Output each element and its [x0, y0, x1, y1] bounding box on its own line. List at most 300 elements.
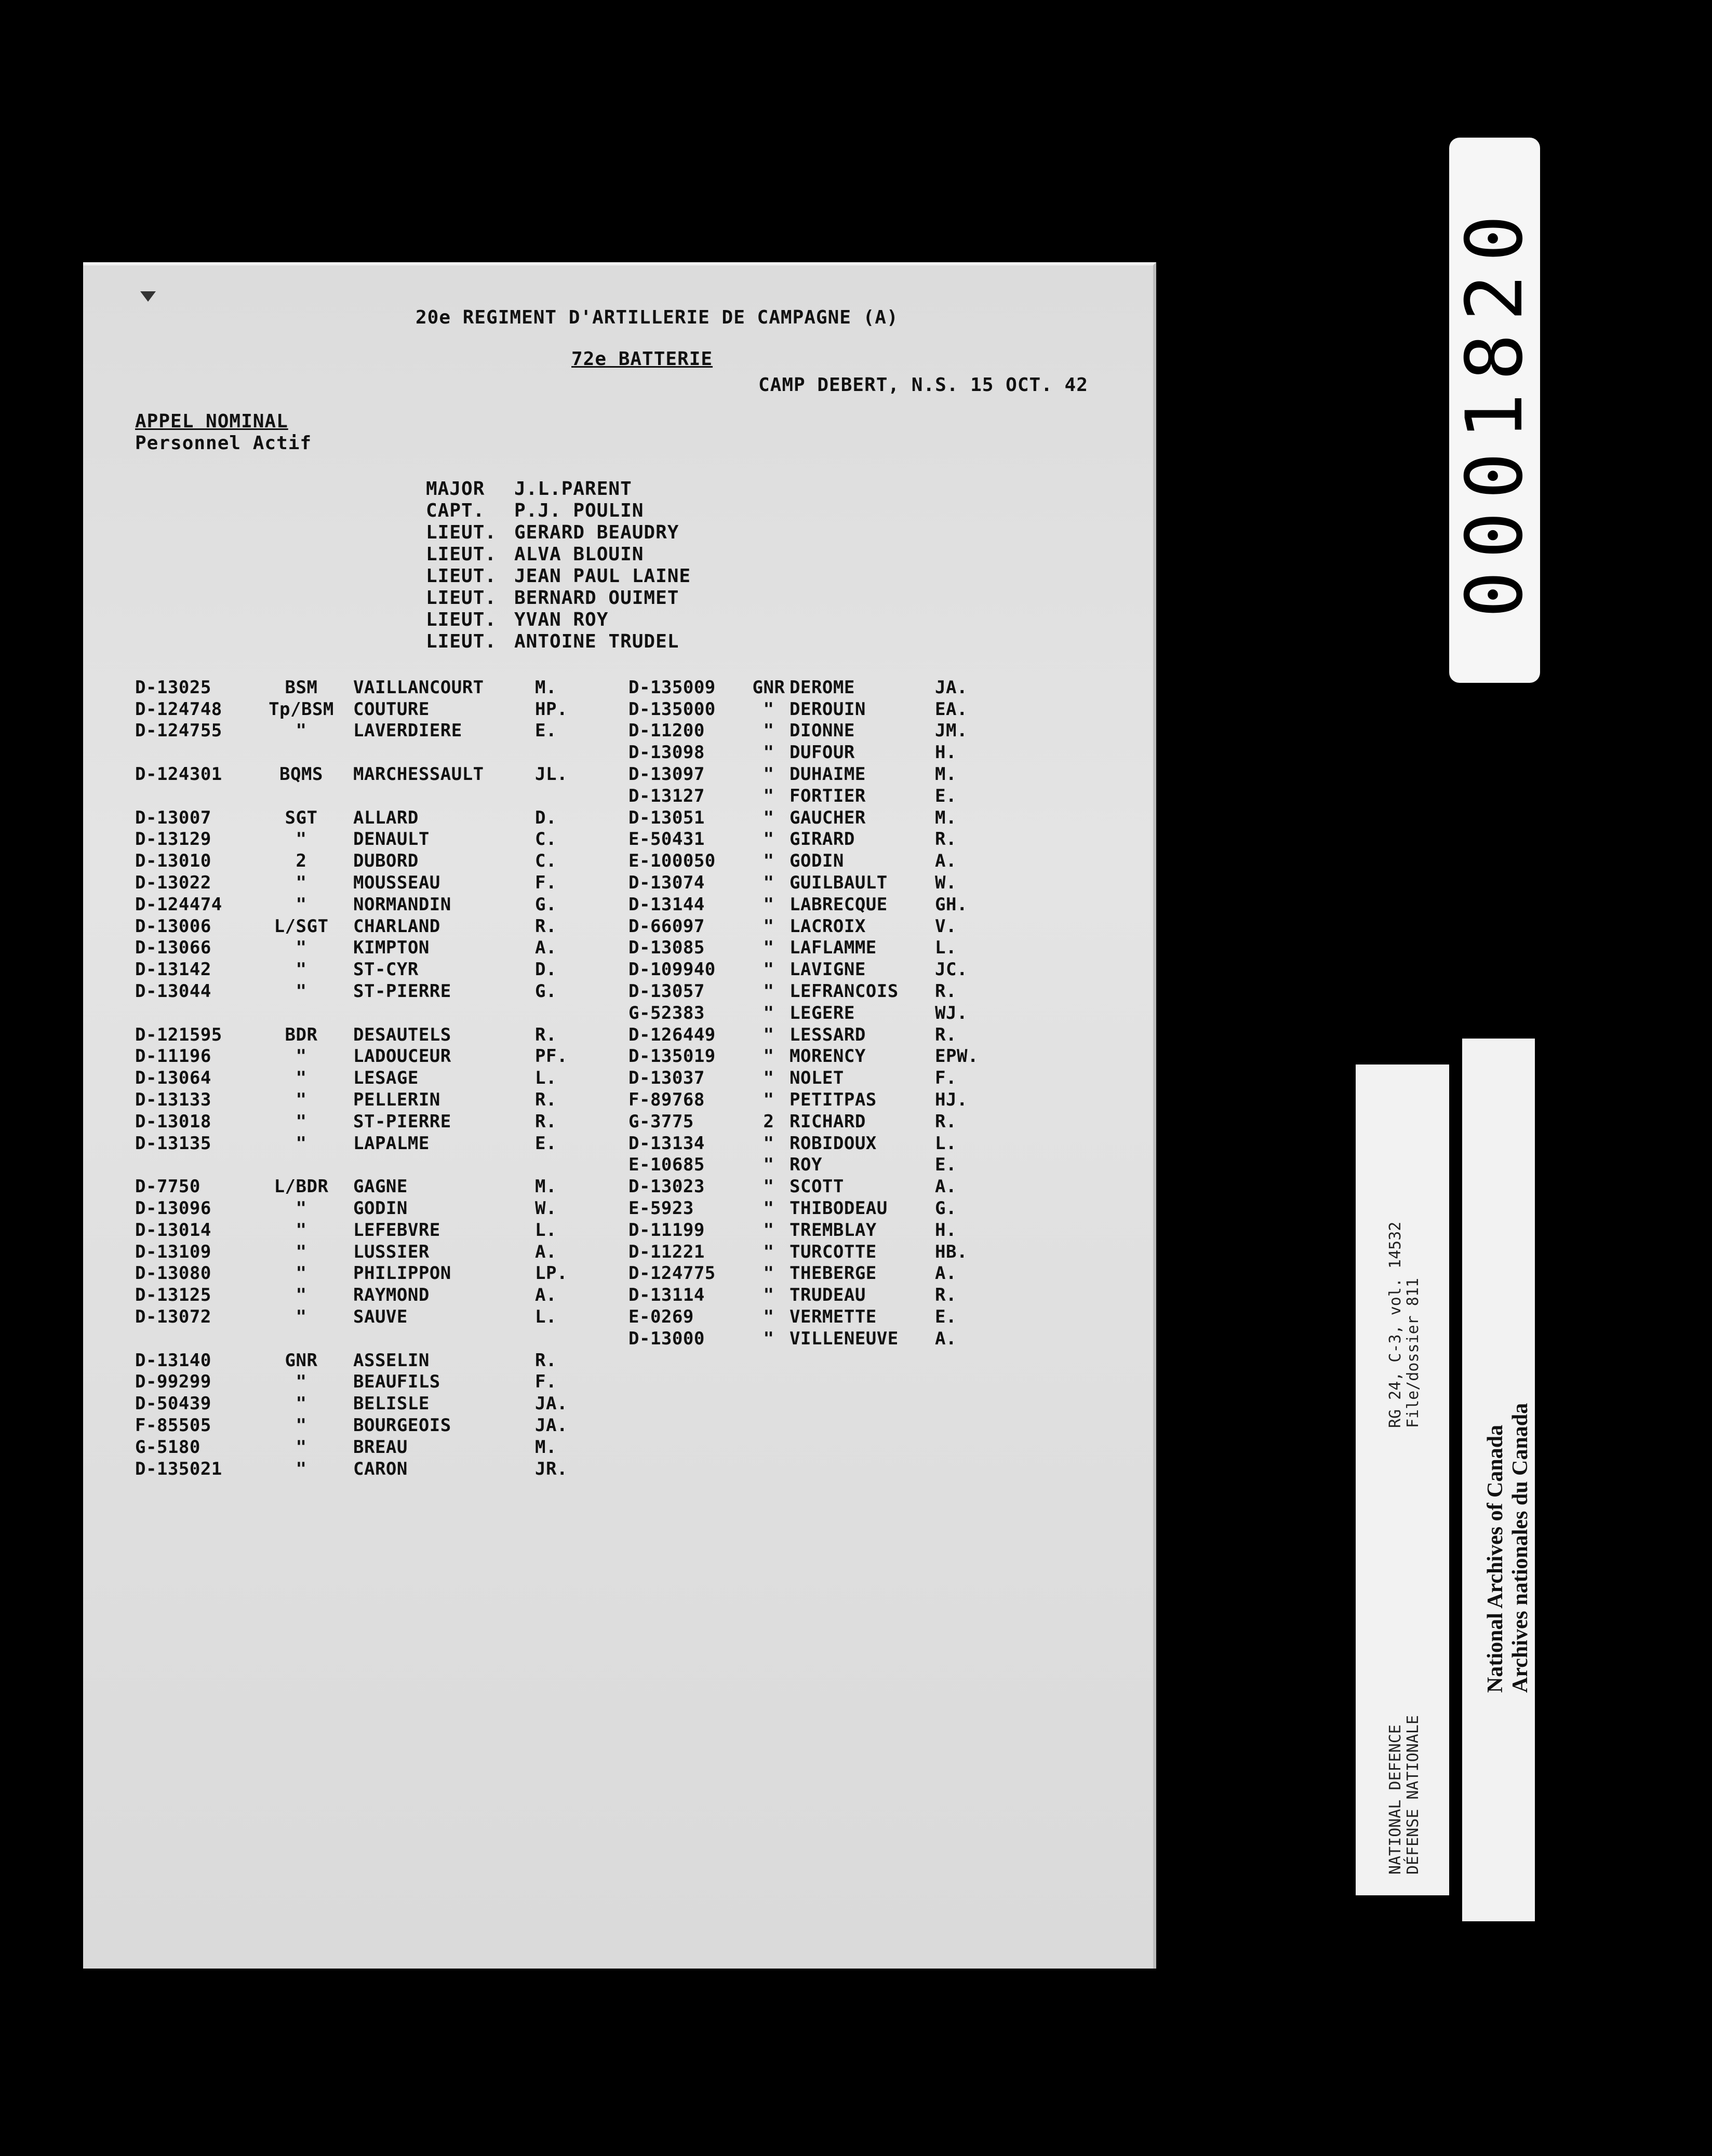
- service-number: D-121595: [135, 1024, 222, 1045]
- service-number: D-13022: [135, 872, 211, 894]
- service-number: E-10685: [628, 1154, 705, 1176]
- surname: SCOTT: [790, 1176, 844, 1197]
- roster-row: [628, 1133, 982, 1154]
- service-number: D-13074: [628, 872, 705, 894]
- roster-row: [628, 698, 982, 720]
- officer-name: ANTOINE TRUDEL: [514, 631, 679, 652]
- surname: THIBODEAU: [790, 1198, 888, 1219]
- roster-spacer: [135, 1002, 582, 1024]
- rank: ": [296, 829, 307, 850]
- surname: BELISLE: [353, 1393, 430, 1414]
- initials: HJ.: [935, 1089, 968, 1111]
- rank: ": [296, 872, 307, 894]
- service-number: D-13044: [135, 981, 211, 1002]
- rank: ": [763, 807, 774, 828]
- surname: KIMPTON: [353, 937, 430, 959]
- roster-row: [135, 1133, 582, 1154]
- national-defence-text: [1387, 1715, 1422, 1875]
- surname: NORMANDIN: [353, 894, 451, 915]
- surname: MORENCY: [790, 1046, 866, 1067]
- surname: FORTIER: [790, 785, 866, 806]
- rank: ": [296, 1393, 307, 1414]
- rank: ": [763, 959, 774, 980]
- service-number: D-135021: [135, 1458, 222, 1479]
- service-number: D-13142: [135, 959, 211, 980]
- surname: THEBERGE: [790, 1263, 877, 1284]
- initials: A.: [935, 851, 957, 872]
- roster-row: [135, 937, 582, 959]
- surname: NOLET: [790, 1068, 844, 1089]
- service-number: D-13125: [135, 1285, 211, 1306]
- roster-row: [628, 1219, 982, 1241]
- rank: BQMS: [279, 764, 323, 785]
- surname: BOURGEOIS: [353, 1414, 451, 1436]
- surname: LEFRANCOIS: [790, 981, 899, 1002]
- service-number: D-99299: [135, 1371, 211, 1393]
- service-number: D-13023: [628, 1176, 705, 1197]
- ref-line-2: File/dossier 811: [1404, 1278, 1422, 1428]
- initials: HB.: [935, 1241, 968, 1262]
- roster-row: [628, 1197, 982, 1219]
- service-number: E-0269: [628, 1306, 694, 1327]
- initials: L.: [535, 1219, 557, 1241]
- roster-row: [628, 1089, 982, 1111]
- initials: L.: [935, 1133, 957, 1154]
- frame-number-stamp: [1449, 138, 1540, 683]
- surname: ALLARD: [353, 807, 419, 828]
- roster-row: [628, 742, 982, 763]
- initials: JL.: [535, 764, 568, 785]
- roster-row: [628, 980, 982, 1002]
- rank: ": [296, 1458, 307, 1479]
- officer-row: [426, 544, 691, 565]
- roster-left-column: [135, 677, 582, 1479]
- initials: PF.: [535, 1046, 568, 1067]
- service-number: D-11221: [628, 1241, 705, 1262]
- service-number: D-11199: [628, 1219, 705, 1241]
- rank: ": [296, 1436, 307, 1458]
- rank: 2: [763, 1111, 774, 1132]
- document-page: [83, 262, 1156, 1969]
- roster-row: [135, 763, 582, 785]
- roster-row: [135, 980, 582, 1002]
- rank: L/BDR: [274, 1176, 329, 1197]
- surname: DESAUTELS: [353, 1024, 451, 1045]
- rank: ": [763, 1154, 774, 1176]
- service-number: D-13129: [135, 829, 211, 850]
- initials: D.: [535, 807, 557, 828]
- surname: TRUDEAU: [790, 1285, 866, 1306]
- rank: BDR: [285, 1024, 318, 1045]
- service-number: D-13140: [135, 1350, 211, 1371]
- nd-line-1: NATIONAL DEFENCE: [1386, 1724, 1405, 1875]
- service-number: D-66097: [628, 915, 705, 937]
- rank: ": [763, 1046, 774, 1067]
- rank: ": [296, 1241, 307, 1262]
- officer-name: BERNARD OUIMET: [514, 587, 679, 609]
- initials: M.: [535, 1436, 557, 1458]
- service-number: D-13018: [135, 1111, 211, 1132]
- initials: JR.: [535, 1458, 568, 1479]
- appel-nominal: APPEL NOMINAL: [135, 411, 288, 432]
- roster-row: [135, 1393, 582, 1414]
- service-number: E-100050: [628, 851, 716, 872]
- service-number: D-13080: [135, 1263, 211, 1284]
- archive-reference: [1387, 1222, 1422, 1428]
- rank: ": [763, 1024, 774, 1045]
- service-number: D-13057: [628, 981, 705, 1002]
- officer-row: [426, 522, 691, 544]
- officer-rank: MAJOR: [426, 478, 485, 500]
- rank: ": [763, 1285, 774, 1306]
- roster-row: [135, 850, 582, 872]
- initials: A.: [535, 1285, 557, 1306]
- frame-number: 0001820: [1449, 202, 1540, 618]
- officer-rank: CAPT.: [426, 500, 485, 521]
- surname: GODIN: [790, 851, 844, 872]
- camp-date: CAMP DEBERT, N.S. 15 OCT. 42: [758, 374, 1088, 396]
- roster-row: [135, 1436, 582, 1458]
- roster-row: [135, 1414, 582, 1436]
- officer-name: ALVA BLOUIN: [514, 544, 644, 565]
- roster-row: [135, 807, 582, 829]
- officer-rank: LIEUT.: [426, 587, 497, 609]
- roster-row: [135, 1089, 582, 1111]
- rank: ": [763, 937, 774, 959]
- surname: DUBORD: [353, 851, 419, 872]
- officer-row: [426, 478, 691, 500]
- officer-row: [426, 587, 691, 609]
- initials: E.: [935, 785, 957, 806]
- roster-row: [628, 763, 982, 785]
- rank: GNR: [285, 1350, 318, 1371]
- rank: Tp/BSM: [269, 698, 334, 720]
- roster-row: [135, 1306, 582, 1328]
- roster-row: [135, 1067, 582, 1089]
- surname: VERMETTE: [790, 1306, 877, 1327]
- service-number: D-13144: [628, 894, 705, 915]
- initials: JA.: [935, 677, 968, 698]
- initials: HP.: [535, 698, 568, 720]
- roster-row: [628, 1263, 982, 1285]
- rank: ": [763, 1328, 774, 1349]
- surname: MARCHESSAULT: [353, 764, 484, 785]
- na-line-2: Archives nationales du Canada: [1508, 1403, 1532, 1693]
- initials: E.: [935, 1306, 957, 1327]
- surname: TREMBLAY: [790, 1219, 877, 1241]
- service-number: G-52383: [628, 1002, 705, 1023]
- initials: F.: [935, 1068, 957, 1089]
- service-number: G-5180: [135, 1436, 200, 1458]
- roster-row: [135, 1197, 582, 1219]
- roster-row: [135, 698, 582, 720]
- ref-line-1: RG 24, C-3, vol. 14532: [1386, 1221, 1405, 1428]
- document-title: 20e REGIMENT D'ARTILLERIE DE CAMPAGNE (A): [416, 307, 899, 328]
- service-number: D-13000: [628, 1328, 705, 1349]
- punch-mark: [140, 291, 156, 302]
- rank: ": [763, 1002, 774, 1023]
- roster-row: [628, 959, 982, 980]
- officer-name: GERARD BEAUDRY: [514, 522, 679, 543]
- initials: G.: [535, 894, 557, 915]
- service-number: D-13109: [135, 1241, 211, 1262]
- service-number: D-7750: [135, 1176, 200, 1197]
- initials: W.: [535, 1198, 557, 1219]
- initials: JC.: [935, 959, 968, 980]
- surname: ROBIDOUX: [790, 1133, 877, 1154]
- rank: ": [763, 851, 774, 872]
- initials: M.: [535, 677, 557, 698]
- service-number: D-11200: [628, 720, 705, 742]
- roster-row: [628, 720, 982, 742]
- national-defence-label: [1356, 1064, 1449, 1895]
- surname: LUSSIER: [353, 1241, 430, 1262]
- surname: DEROME: [790, 677, 855, 698]
- initials: L.: [535, 1306, 557, 1327]
- surname: LACROIX: [790, 915, 866, 937]
- surname: LESAGE: [353, 1068, 419, 1089]
- roster-row: [628, 1284, 982, 1306]
- rank: ": [296, 1219, 307, 1241]
- rank: ": [763, 720, 774, 742]
- roster-spacer: [135, 742, 582, 763]
- initials: L.: [535, 1068, 557, 1089]
- rank: 2: [296, 851, 307, 872]
- initials: R.: [535, 915, 557, 937]
- roster-row: [135, 1111, 582, 1133]
- rank: ": [763, 1176, 774, 1197]
- roster-row: [135, 1284, 582, 1306]
- rank: ": [296, 1285, 307, 1306]
- roster-row: [628, 829, 982, 851]
- roster-row: [135, 959, 582, 980]
- surname: LAPALME: [353, 1133, 430, 1154]
- roster-spacer: [135, 785, 582, 807]
- service-number: G-3775: [628, 1111, 694, 1132]
- service-number: D-124775: [628, 1263, 716, 1284]
- initials: D.: [535, 959, 557, 980]
- officer-row: [426, 609, 691, 631]
- personnel-actif: Personnel Actif: [135, 433, 312, 454]
- officer-row: [426, 500, 691, 522]
- roster-row: [628, 1328, 982, 1350]
- roster-row: [628, 894, 982, 915]
- initials: H.: [935, 1219, 957, 1241]
- roster-row: [628, 807, 982, 829]
- surname: CARON: [353, 1458, 408, 1479]
- service-number: D-135000: [628, 698, 716, 720]
- surname: ST-CYR: [353, 959, 419, 980]
- roster-row: [135, 1176, 582, 1197]
- surname: GIRARD: [790, 829, 855, 850]
- service-number: D-13127: [628, 785, 705, 806]
- roster-row: [135, 894, 582, 915]
- surname: LABRECQUE: [790, 894, 888, 915]
- officers-list: [426, 478, 691, 653]
- surname: VILLENEUVE: [790, 1328, 899, 1349]
- rank: ": [296, 1198, 307, 1219]
- initials: M.: [535, 1176, 557, 1197]
- initials: R.: [535, 1024, 557, 1045]
- rank: BSM: [285, 677, 318, 698]
- officer-row: [426, 565, 691, 587]
- surname: DEROUIN: [790, 698, 866, 720]
- service-number: D-50439: [135, 1393, 211, 1414]
- service-number: F-85505: [135, 1414, 211, 1436]
- officer-rank: LIEUT.: [426, 609, 497, 630]
- surname: BEAUFILS: [353, 1371, 440, 1393]
- surname: DUFOUR: [790, 742, 855, 763]
- surname: BREAU: [353, 1436, 408, 1458]
- surname: DENAULT: [353, 829, 430, 850]
- roster-row: [135, 1458, 582, 1480]
- rank: ": [763, 1089, 774, 1111]
- service-number: D-13097: [628, 764, 705, 785]
- initials: M.: [935, 764, 957, 785]
- surname: CHARLAND: [353, 915, 440, 937]
- roster-row: [628, 1241, 982, 1263]
- surname: ST-PIERRE: [353, 981, 451, 1002]
- initials: A.: [935, 1263, 957, 1284]
- roster-row: [135, 915, 582, 937]
- initials: C.: [535, 851, 557, 872]
- initials: W.: [935, 872, 957, 894]
- service-number: D-13014: [135, 1219, 211, 1241]
- surname: LAVIGNE: [790, 959, 866, 980]
- initials: R.: [935, 1285, 957, 1306]
- nd-line-2: DÉFENSE NATIONALE: [1404, 1715, 1422, 1875]
- rank: ": [763, 1219, 774, 1241]
- service-number: D-135009: [628, 677, 716, 698]
- service-number: D-13006: [135, 915, 211, 937]
- roster-row: [628, 1002, 982, 1024]
- rank: ": [763, 1263, 774, 1284]
- initials: EA.: [935, 698, 968, 720]
- surname: LEFEBVRE: [353, 1219, 440, 1241]
- rank: ": [763, 1133, 774, 1154]
- rank: ": [763, 1306, 774, 1327]
- rank: ": [296, 1414, 307, 1436]
- service-number: D-13098: [628, 742, 705, 763]
- initials: E.: [935, 1154, 957, 1176]
- surname: MOUSSEAU: [353, 872, 440, 894]
- surname: ASSELIN: [353, 1350, 430, 1371]
- officer-rank: LIEUT.: [426, 631, 497, 652]
- surname: LADOUCEUR: [353, 1046, 451, 1067]
- rank: ": [763, 829, 774, 850]
- initials: E.: [535, 720, 557, 742]
- roster-row: [628, 785, 982, 807]
- roster-row: [628, 850, 982, 872]
- initials: C.: [535, 829, 557, 850]
- service-number: D-13066: [135, 937, 211, 959]
- surname: RICHARD: [790, 1111, 866, 1132]
- service-number: D-13037: [628, 1068, 705, 1089]
- initials: H.: [935, 742, 957, 763]
- surname: ST-PIERRE: [353, 1111, 451, 1132]
- surname: GUILBAULT: [790, 872, 888, 894]
- rank: ": [763, 894, 774, 915]
- initials: EPW.: [935, 1046, 979, 1067]
- roster-spacer: [135, 1154, 582, 1176]
- service-number: D-13114: [628, 1285, 705, 1306]
- roster-row: [135, 677, 582, 698]
- service-number: D-135019: [628, 1046, 716, 1067]
- initials: F.: [535, 872, 557, 894]
- initials: A.: [935, 1176, 957, 1197]
- rank: ": [763, 1068, 774, 1089]
- roster-row: [628, 872, 982, 894]
- rank: ": [763, 1241, 774, 1262]
- initials: R.: [935, 829, 957, 850]
- officer-name: YVAN ROY: [514, 609, 609, 630]
- national-archives-label: [1462, 1039, 1535, 1921]
- officer-name: JEAN PAUL LAINE: [514, 565, 691, 587]
- na-line-1: National Archives of Canada: [1483, 1424, 1507, 1693]
- roster-row: [628, 1154, 982, 1176]
- rank: ": [763, 785, 774, 806]
- roster-row: [628, 677, 982, 698]
- rank: ": [763, 872, 774, 894]
- surname: PETITPAS: [790, 1089, 877, 1111]
- rank: ": [296, 1133, 307, 1154]
- national-archives-text: [1483, 1403, 1533, 1693]
- rank: ": [296, 1263, 307, 1284]
- initials: JM.: [935, 720, 968, 742]
- initials: R.: [535, 1350, 557, 1371]
- roster-row: [135, 1024, 582, 1046]
- rank: ": [763, 764, 774, 785]
- roster-row: [135, 1219, 582, 1241]
- initials: R.: [935, 1111, 957, 1132]
- service-number: D-13135: [135, 1133, 211, 1154]
- rank: ": [763, 1198, 774, 1219]
- service-number: D-13064: [135, 1068, 211, 1089]
- roster-row: [628, 1024, 982, 1046]
- rank: L/SGT: [274, 915, 329, 937]
- rank: ": [296, 959, 307, 980]
- initials: F.: [535, 1371, 557, 1393]
- service-number: D-124474: [135, 894, 222, 915]
- roster-row: [135, 1263, 582, 1285]
- surname: VAILLANCOURT: [353, 677, 484, 698]
- roster-row: [628, 1067, 982, 1089]
- surname: GODIN: [353, 1198, 408, 1219]
- roster-right-column: [628, 677, 982, 1350]
- initials: A.: [535, 1241, 557, 1262]
- surname: LAFLAMME: [790, 937, 877, 959]
- rank: ": [296, 1306, 307, 1327]
- rank: ": [763, 981, 774, 1002]
- roster-row: [135, 829, 582, 851]
- surname: TURCOTTE: [790, 1241, 877, 1262]
- initials: R.: [535, 1089, 557, 1111]
- surname: LAVERDIERE: [353, 720, 462, 742]
- roster-row: [628, 937, 982, 959]
- initials: E.: [535, 1133, 557, 1154]
- surname: RAYMOND: [353, 1285, 430, 1306]
- surname: DUHAIME: [790, 764, 866, 785]
- rank: ": [296, 1371, 307, 1393]
- roster-row: [628, 1306, 982, 1328]
- officer-rank: LIEUT.: [426, 522, 497, 543]
- roster-row: [135, 720, 582, 742]
- service-number: D-13072: [135, 1306, 211, 1327]
- rank: ": [763, 742, 774, 763]
- initials: R.: [535, 1111, 557, 1132]
- initials: L.: [935, 937, 957, 959]
- roster-row: [135, 1241, 582, 1263]
